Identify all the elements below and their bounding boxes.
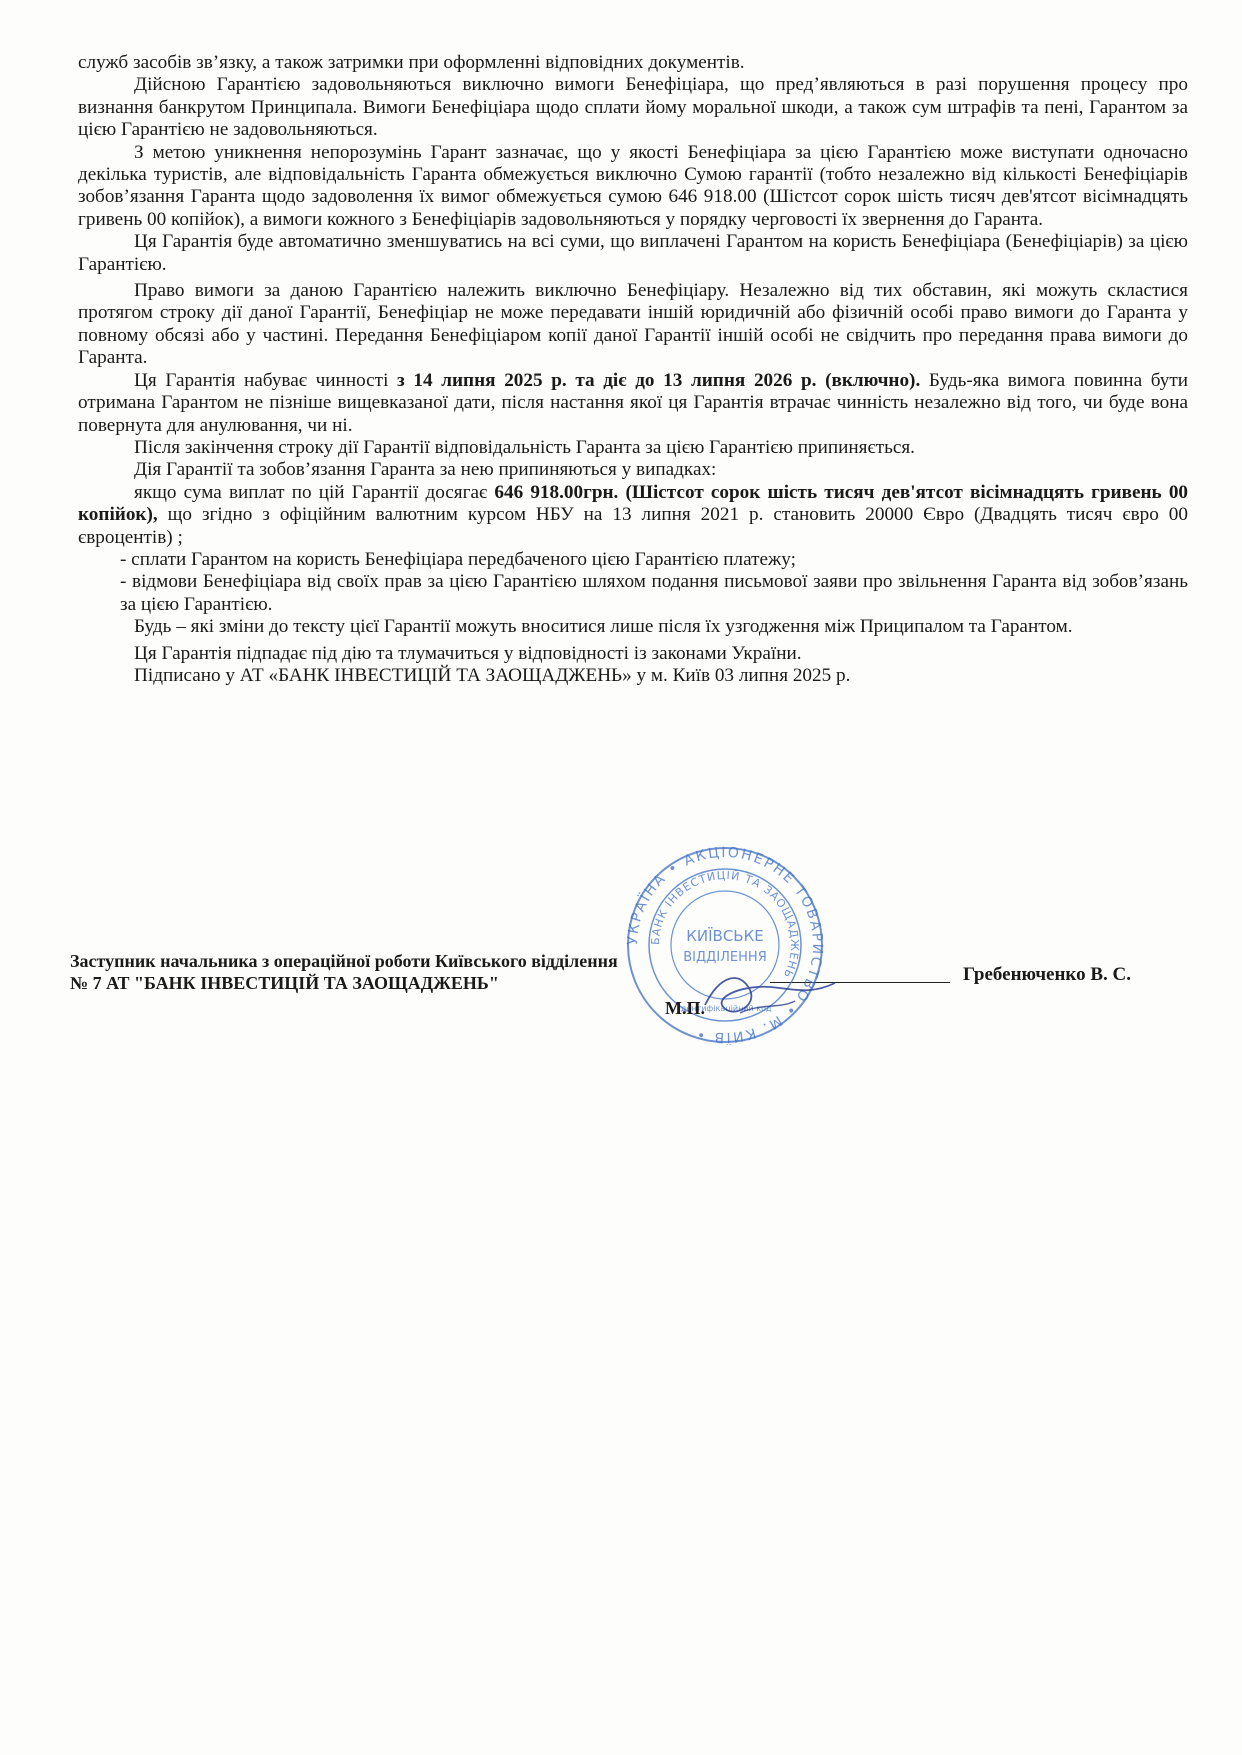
paragraph-right-of-claim: Право вимоги за даною Гарантією належить виключно Бенефіціару. Незалежно від тих обставин, які можуть скластися протягом строку дії даної Гарантії, Бенефіціар не може передавати іншій юридичній або фізичній особі право вимоги до Гаранта у повному обсязі або у частині. Передання Бенефіціаром копії даної Гарантії іншій особі не свідчить про передання права вимоги до Гаранта. [78,280,1188,369]
signatory-name: Гребенюченко В. С. [963,964,1132,985]
sum-suffix: що згідно з офіційним валютним курсом НБУ на 13 липня 2021 р. становить 20000 Євро (Двадцять тисяч євро 00 євроцентів) ; [78,504,1188,548]
paragraph-validity [78,370,1188,437]
sum-prefix: якщо сума виплат по цій Гарантії досягає [134,481,495,503]
stamp-outer-text: УКРАЇНА • АКЦІОНЕРНЕ ТОВАРИСТВО • М. КИЇВ • [625,845,825,1045]
paragraph-signed-place-date: Підписано у АТ «БАНК ІНВЕСТИЦІЙ ТА ЗАОЩАДЖЕНЬ» у м. Київ 03 липня 2025 р. [134,664,851,686]
bullet-payment: - сплати Гарантом на користь Бенефіціара передбаченого цією Гарантією платежу; [120,548,796,570]
sum-amount: 646 918.00грн. (Шістсот сорок шість тисяч дев'ятсот вісімнадцять гривень 00 копійок), [78,481,1188,526]
guarantee-body [78,52,1188,687]
paragraph-expiry: Після закінчення строку дії Гарантії відповідальність Гаранта за цією Гарантією припиняється. [134,436,915,458]
paragraph-multiple-beneficiaries: З метою уникнення непорозумінь Гарант зазначає, що у якості Бенефіціара за цією Гарантією може виступати одночасно декілька туристів, але відповідальність Гаранта обмежується виключно Сумою гарантії (тобто незалежно від кількості Бенефіціарів зобов’язання Гаранта щодо задоволення їх вимог обмежується сумою 646 918.00 (Шістсот сорок шість тисяч дев'ятсот вісімнадцять гривень 00 копійок), а вимоги кожного з Бенефіціарів задовольняються у порядку черговості їх звернення до Гаранта. [78,141,1188,230]
validity-prefix: Ця Гарантія набуває чинності [134,369,398,391]
paragraph-termination-cases: Дія Гарантії та зобов’язання Гаранта за нею припиняються у випадках: [134,459,717,481]
stamp-code-text: Ідентифікаційний код [678,1004,772,1013]
paragraph-sum-limit [78,482,1188,549]
stamp-inner-text: БАНК ІНВЕСТИЦІЙ ТА ЗАОЩАДЖЕНЬ [648,868,802,981]
stamp-center-line-2: ВІДДІЛЕННЯ [683,950,767,965]
paragraph-communications: служб засобів зв’язку, а також затримки при оформленні відповідних документів. [78,52,745,73]
paragraph-automatic-reduction: Ця Гарантія буде автоматично зменшуватись на всі суми, що виплачені Гарантом на користь Бенефіціара (Бенефіціарів) за цією Гарантією. [78,231,1188,275]
signatory-position: Заступник начальника з операційної роботи Київського відділення № 7 АТ "БАНК ІНВЕСТИЦІЙ ТА ЗАОЩАДЖЕНЬ" [70,951,618,993]
stamp-center-line-1: КИЇВСЬКЕ [686,927,764,945]
bullet-refusal: - відмови Бенефіціара від своїх прав за цією Гарантією шляхом подання письмової заяви про звільнення Гаранта від зобов’язань за цією Гарантією. [120,571,1188,615]
seal-mark-label: М.П. [665,998,705,1018]
validity-suffix: Будь-яка вимога повинна бути отримана Гарантом не пізніше вищевказаної дати, після настання якої ця Гарантія втрачає чинність незалежно від того, чи буде вона повернута для анулювання, чи ні. [78,369,1189,436]
paragraph-amendments: Будь – які зміни до тексту цієї Гарантії можуть вноситися лише після їх узгодження між Приципалом та Гарантом. [134,616,1073,638]
paragraph-governing-law: Ця Гарантія підпадає під дію та тлумачиться у відповідності із законами України. [134,642,802,664]
validity-dates: з 14 липня 2025 р. та діє до 13 липня 2026 р. (включно). [397,369,921,391]
handwritten-signature [700,965,840,1025]
paragraph-bankruptcy-claims: Дійсною Гарантією задовольняються виключно вимоги Бенефіціара, що пред’являються в разі порушення процесу про визнання банкрутом Принципала. Вимоги Бенефіціара щодо сплати йому моральної шкоди, а також сум штрафів та пені, Гарантом за цією Гарантією не задовольняються. [78,74,1188,141]
